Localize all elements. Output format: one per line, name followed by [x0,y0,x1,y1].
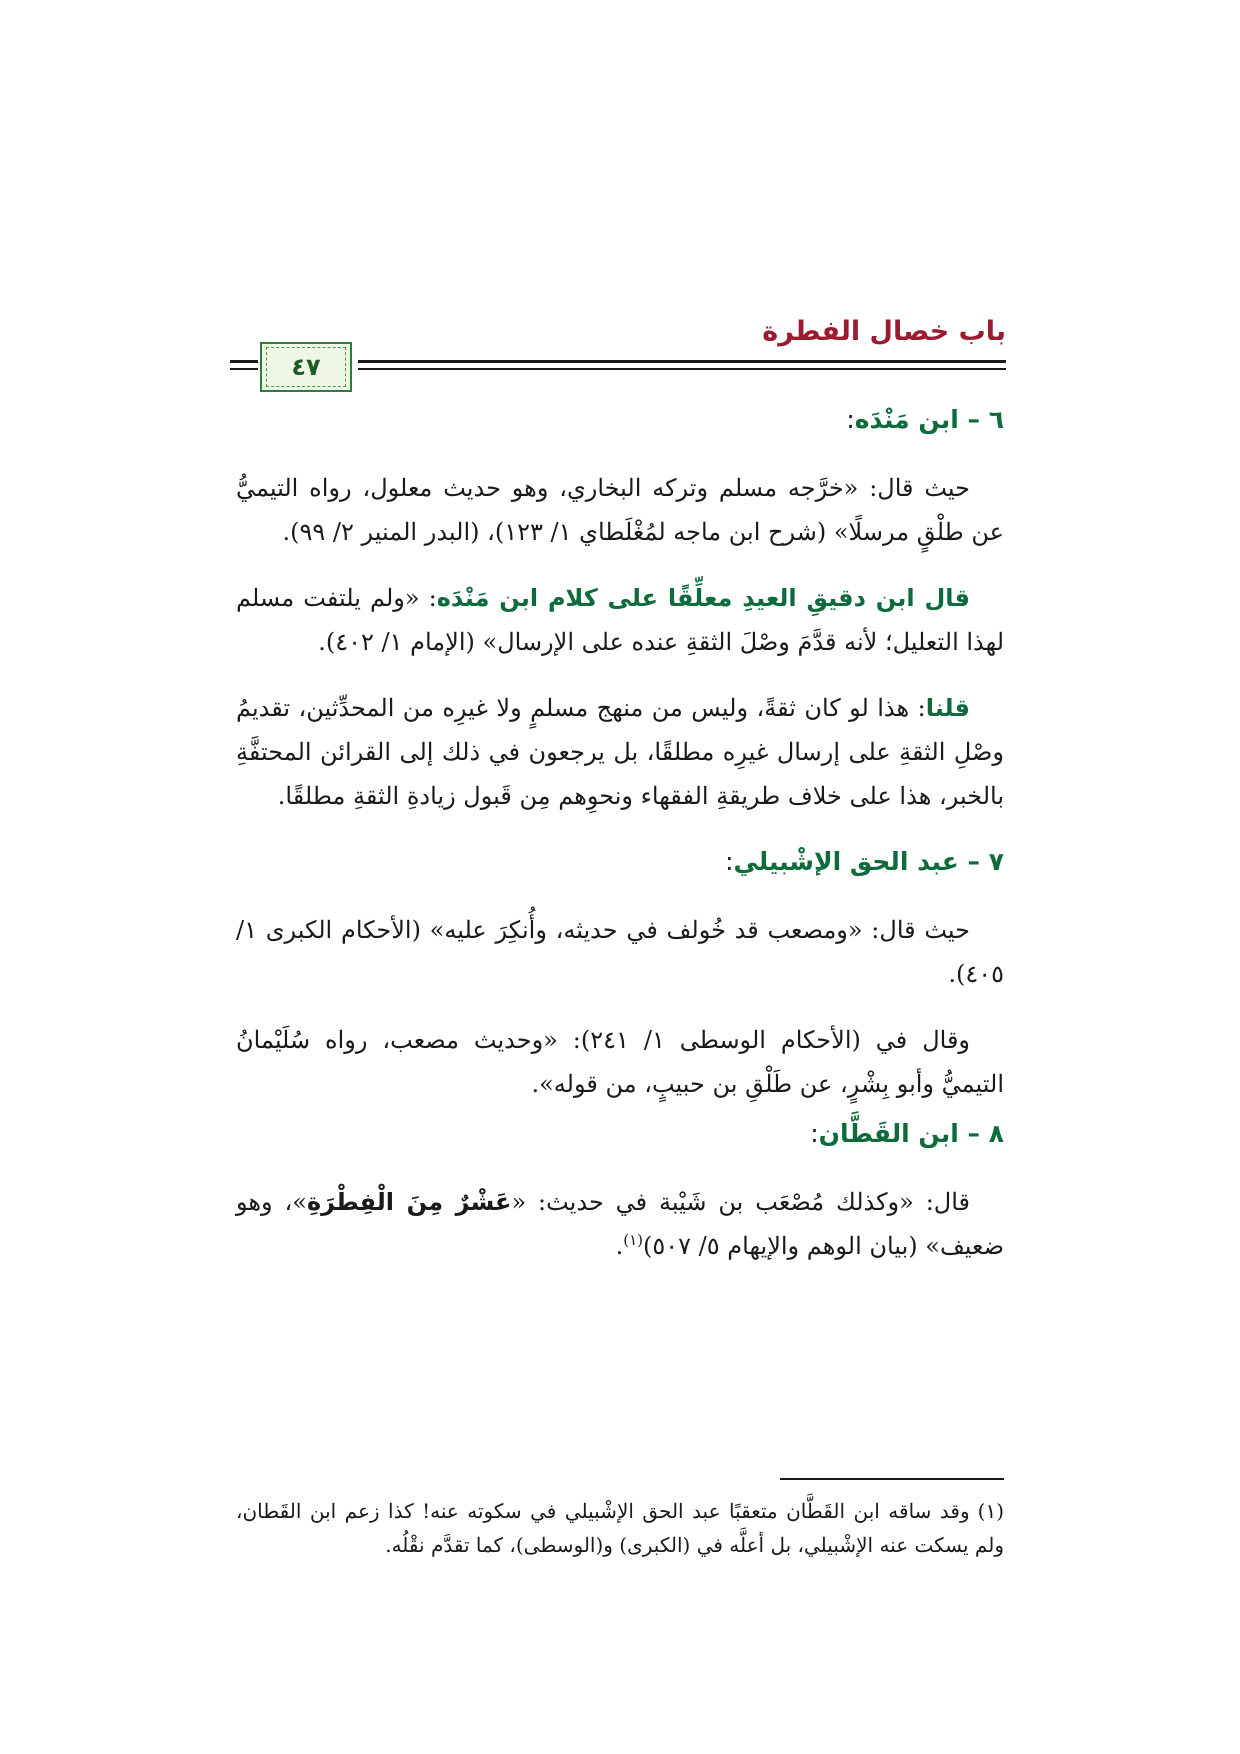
header-rule-left-thin [230,368,258,370]
paragraph-6-3-lead: قلنا [925,694,971,722]
heading-colon: : [810,1119,819,1148]
header-rule-thin [358,368,1006,370]
header-rule [358,360,1006,363]
paragraph-6-2-lead: قال ابن دقيقِ العيدِ معلِّقًا على كلام ابن مَنْدَه [436,584,971,612]
header-rule-left [230,360,258,363]
page-number-badge [260,342,352,392]
paragraph-6-3 [236,686,1004,818]
main-content [236,398,1004,1290]
hadith-quote: عَشْرٌ مِنَ الْفِطْرَةِ [306,1188,512,1216]
paragraph-6-2 [236,576,1004,664]
section-heading-6 [236,398,1004,442]
section-heading-7-text: ٧ – عبد الحق الإشْبيلي [733,847,1004,876]
paragraph-8-1-a: قال: «وكذلك مُصْعَب بن شَيْبة في حديث: « [511,1188,971,1216]
paragraph-7-2: وقال في (الأحكام الوسطى ١/ ٢٤١): «وحديث مصعب، رواه سُلَيْمانُ التيميُّ وأبو بِشْرٍ، عن طَلْقِ بن حبيبٍ، من قوله». [236,1026,1004,1098]
section-heading-8 [236,1112,1004,1156]
paragraph-8-1-end: . [615,1232,624,1260]
footnote-number: (١) [977,1499,1004,1523]
footnote-text: وقد ساقه ابن القَطَّان متعقبًا عبد الحق الإشْبيلي في سكوته عنه! كذا زعم ابن القَطان، ولم يسكت عنه الإشْبيلي، بل أعلَّه في (الكبرى) و(الوسطى)، كما تقدَّم نقْلُه. [236,1499,1004,1557]
paragraph-6-1: حيث قال: «خرَّجه مسلم وتركه البخاري، وهو حديث معلول، رواه التيميُّ عن طلْقٍ مرسلًا» (شرح ابن ماجه لمُغْلَطاي ١/ ١٢٣)، (البدر المنير ٢/ ٩٩). [236,474,1004,546]
paragraph-8-1-b: »، وهو ضعيف» (بيان الوهم والإيهام ٥/ ٥٠٧) [236,1188,1004,1260]
page-header [230,312,1006,384]
footnote-separator [780,1478,1004,1480]
section-heading-8-text: ٨ – ابن القَطَّان [818,1119,1004,1148]
section-heading-6-text: ٦ – ابن مَنْدَه [854,405,1004,434]
footnote-ref[interactable]: (١) [623,1231,643,1249]
paragraph-6-2-body: : «ولم يلتفت مسلم لهذا التعليل؛ لأنه قدَّمَ وصْلَ الثقةِ عنده على الإرسال» (الإمام ١/ ٤٠٢). [236,584,1004,656]
page-number: ٤٧ [266,347,346,387]
heading-colon: : [846,405,855,434]
paragraph-6-3-body: : هذا لو كان ثقةً، وليس من منهج مسلمٍ ولا غيرِه من المحدِّثين، تقديمُ وصْلِ الثقةِ على إرسال غيرِه مطلقًا، بل يرجعون في ذلك إلى القرائن المحتفَّةِ بالخبر، هذا على خلاف طريقةِ الفقهاء ونحوِهم مِن قَبول زيادةِ الثقةِ مطلقًا. [236,694,1004,810]
heading-colon: : [725,847,734,876]
chapter-title: باب خصال الفطرة [762,316,1006,347]
section-heading-7 [236,840,1004,884]
paragraph-7-1: حيث قال: «ومصعب قد خُولف في حديثه، وأُنكِرَ عليه» (الأحكام الكبرى ١/ ٤٠٥). [236,916,1004,988]
footnote [236,1494,1004,1562]
paragraph-8-1 [236,1180,1004,1268]
